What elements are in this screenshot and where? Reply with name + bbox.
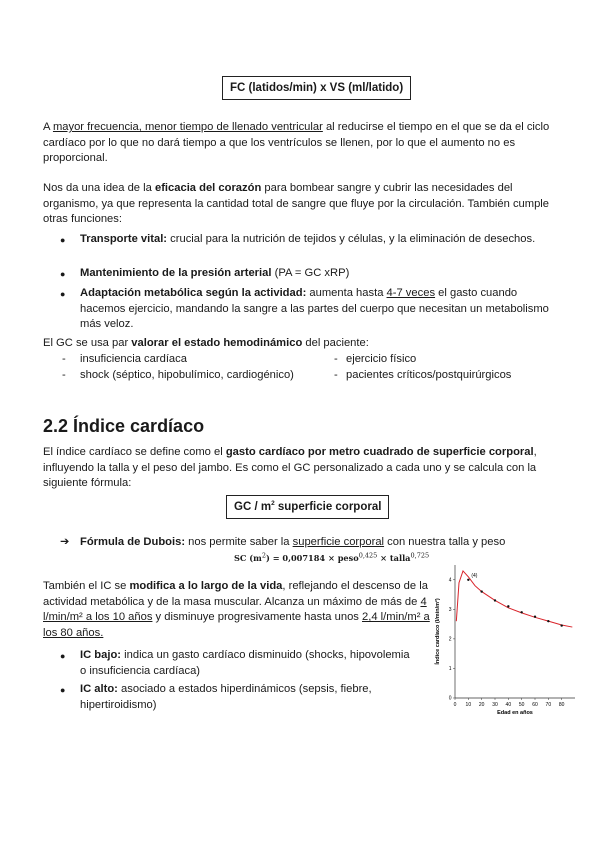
underlined-text: superficie corporal	[292, 536, 385, 548]
underlined-text: 2,4 l/min/m² a los 80 años.	[43, 611, 430, 639]
chart-y-tick-label: 4	[448, 577, 452, 584]
underlined-text: mayor frecuencia, menor tiempo de llenado ventricular	[52, 121, 323, 133]
dash-icon: -	[62, 353, 66, 365]
cardiac-output-formula-box	[222, 76, 411, 100]
paragraph-life-changes	[43, 579, 435, 641]
bullet-icon: ●	[60, 685, 66, 695]
chart-point	[467, 579, 469, 581]
bold-text: IC bajo:	[80, 649, 122, 661]
text: , influyendo la talla y el peso del jambo. Es como el GC personalizado a cada uno y se calcula con la siguiente fórmula:	[43, 446, 537, 489]
chart-y-tick-label: 1	[448, 666, 452, 673]
paragraph-hemodynamic	[43, 336, 558, 352]
text: al reducirse el tiempo en el que se da el ciclo cardíaco por lo que no dará tiempo a que los ventrículos se llenen, por lo que el aumento no es proporcional.	[43, 121, 550, 164]
text: con nuestra talla y peso	[384, 536, 506, 548]
bold-text: gasto cardíaco por metro cuadrado de superficie corporal	[225, 446, 534, 458]
chart-point	[534, 616, 536, 618]
bold-text: valorar el estado hemodinámico	[131, 337, 303, 349]
text: El índice cardíaco se define como el	[43, 446, 226, 458]
text: A	[43, 121, 53, 133]
dash-icon: -	[334, 353, 338, 365]
chart-point	[507, 605, 509, 607]
list-item	[80, 232, 558, 248]
list-item	[80, 266, 558, 282]
bold-text: modifica a lo largo de la vida	[129, 580, 283, 592]
bullet-icon: ●	[60, 289, 66, 299]
underlined-text: 4-7 veces	[386, 287, 436, 299]
text: GC / m	[234, 501, 272, 513]
list-item	[80, 682, 410, 713]
text: × talla	[377, 553, 411, 563]
chart-x-tick-label: 60	[532, 702, 538, 708]
chart-point	[560, 624, 562, 626]
bold-text: Mantenimiento de la presión arterial	[80, 267, 272, 279]
chart-x-tick-label: 80	[558, 702, 565, 708]
list-item: insuficiencia cardíaca	[80, 353, 187, 365]
paragraph-efficacy	[43, 181, 558, 228]
chart-point	[480, 590, 482, 592]
list-item: ejercicio físico	[346, 353, 417, 365]
list-item: pacientes críticos/postquirúrgicos	[346, 369, 512, 381]
bold-text: Transporte vital:	[80, 233, 168, 245]
bold-text: IC alto:	[80, 683, 118, 695]
arrow-icon: ➔	[60, 536, 70, 548]
chart-axes	[455, 565, 575, 698]
text: crucial para la nutrición de tejidos y células, y la eliminación de desechos.	[167, 233, 536, 245]
bold-text: Adaptación metabólica según la actividad:	[80, 287, 307, 299]
superscript: 0,725	[410, 551, 430, 560]
chart-x-tick-label: 20	[478, 702, 485, 708]
superscript: 2	[271, 500, 275, 508]
chart-point	[520, 611, 522, 613]
text: el gasto cuando hacemos ejercicio, mandando la sangre a las partes del cuerpo que necesitan un metabolismo más veloz.	[80, 287, 549, 330]
paragraph-frequency	[43, 120, 558, 167]
text: indica un gasto cardíaco disminuido (shocks, hipovolemia o insuficiencia cardíaca)	[80, 649, 410, 677]
chart-ticks	[449, 577, 565, 708]
chart-series-curve	[456, 571, 572, 627]
chart-points	[467, 579, 563, 627]
text: superficie corporal	[274, 501, 382, 513]
list-item	[80, 648, 410, 679]
bold-text: eficacia del corazón	[154, 182, 262, 194]
text: También el IC se	[43, 580, 130, 592]
list-item	[80, 286, 558, 333]
text: asociado a estados hiperdinámicos (sepsis, fiebre, hipertiroidismo)	[80, 683, 372, 711]
chart-y-tick-label: 0	[448, 695, 452, 702]
dash-icon: -	[334, 369, 338, 381]
bold-text: Fórmula de Dubois:	[80, 536, 186, 548]
text: El GC se usa par	[43, 337, 132, 349]
chart-x-tick-label: 0	[453, 702, 457, 708]
chart-xlabel: Edad en años	[497, 710, 533, 716]
text: para bombear sangre y cubrir las necesidades del organismo, ya que representa la cantidad total de sangre que fluye por la circulación. También cumple otras funciones:	[43, 182, 550, 225]
text: SC (m	[234, 553, 262, 563]
chart-x-tick-label: 30	[492, 702, 498, 708]
chart-x-tick-label: 40	[505, 702, 512, 708]
formula-text: FC (latidos/min) x VS (ml/latido)	[230, 82, 404, 94]
text: , reflejando el descenso de la actividad metabólica y de la masa muscular. Alcanza un máximo de más de	[43, 580, 428, 608]
underlined-text: 4 l/min/m² a los 10 años	[43, 595, 427, 623]
text: Nos da una idea de la	[43, 182, 155, 194]
chart-x-tick-label: 70	[545, 702, 552, 708]
section-heading: 2.2 Índice cardíaco	[43, 416, 205, 436]
chart-annotation: (4)	[471, 572, 478, 579]
chart-point	[494, 599, 496, 601]
bullet-icon: ●	[60, 269, 66, 279]
list-item: shock (séptico, hipobulímico, cardiogénico)	[80, 369, 294, 381]
superscript: 0,425	[358, 551, 378, 560]
text: ) = 0,007184 × peso	[265, 553, 359, 563]
dubois-formula	[234, 551, 429, 567]
chart-ylabel: Índice cardíaco (l/min/m²)	[435, 598, 441, 665]
cardiac-index-formula-box	[226, 495, 389, 519]
chart-x-tick-label: 50	[518, 702, 525, 708]
paragraph-cardiac-index	[43, 445, 558, 492]
dash-icon: -	[62, 369, 66, 381]
text: (PA = GC xRP)	[271, 267, 350, 279]
text: aumenta hasta	[306, 287, 387, 299]
text: nos permite saber la	[185, 536, 293, 548]
cardiac-index-chart	[430, 560, 580, 720]
dubois-line	[80, 535, 558, 551]
text: del paciente:	[302, 337, 369, 349]
chart-y-tick-label: 2	[448, 636, 452, 643]
bullet-icon: ●	[60, 235, 66, 245]
text: y disminuye progresivamente hasta unos	[152, 611, 363, 623]
chart-point	[547, 620, 549, 622]
chart-y-tick-label: 3	[448, 607, 452, 614]
bullet-icon: ●	[60, 651, 66, 661]
superscript: 2	[261, 551, 266, 560]
chart-x-tick-label: 10	[465, 702, 472, 708]
